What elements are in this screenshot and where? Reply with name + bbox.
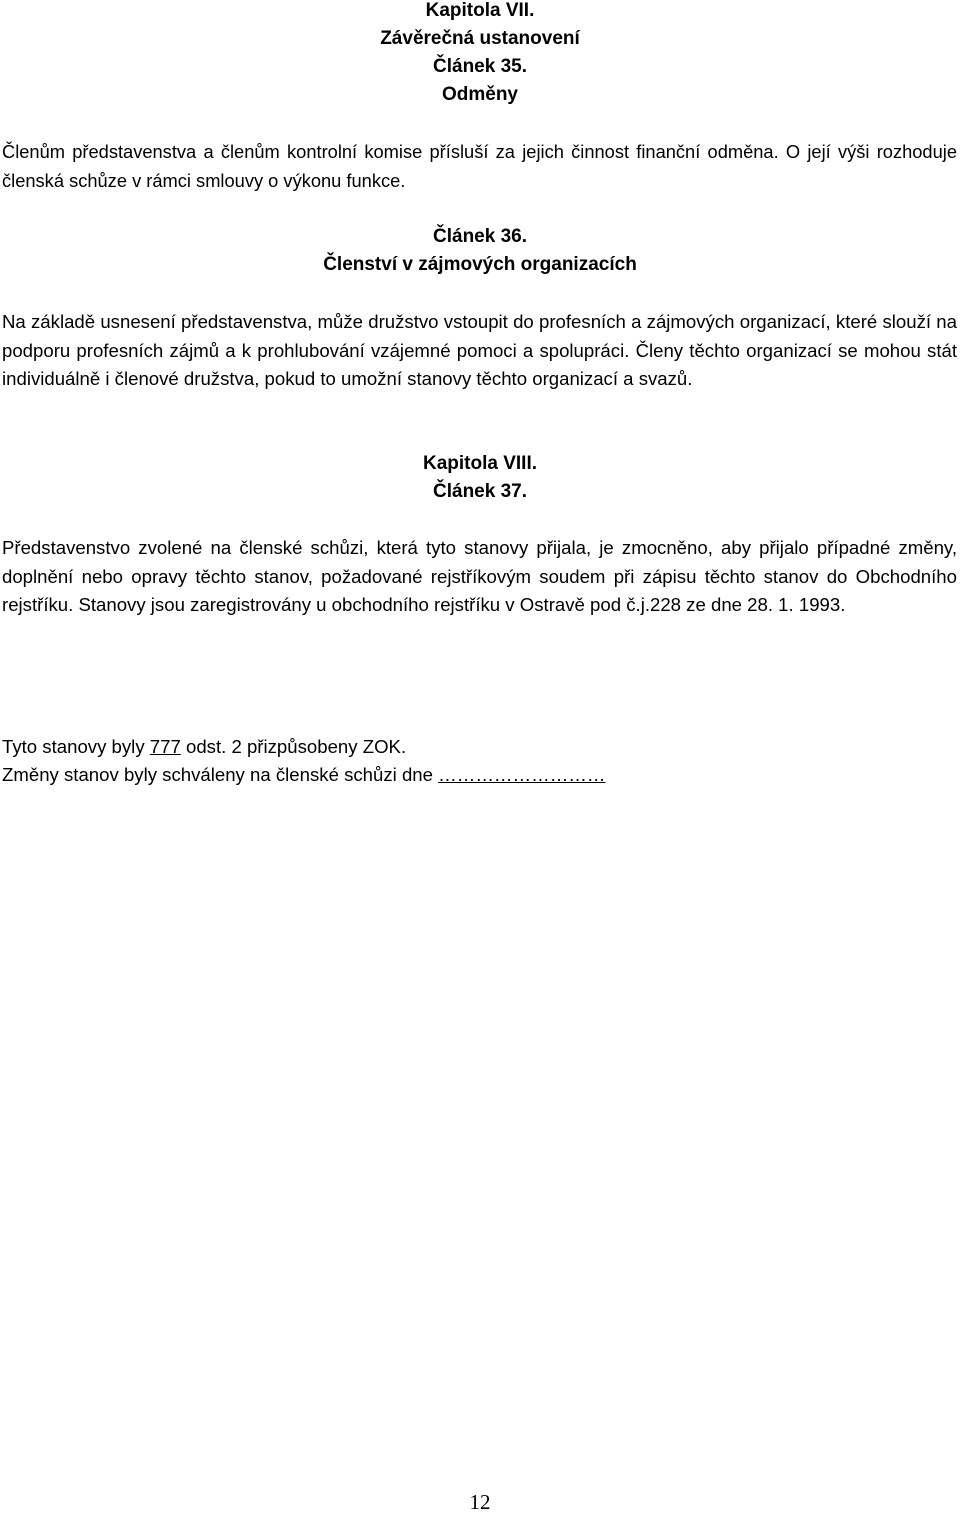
- closing-line-1-suffix: odst. 2 přizpůsobeny ZOK.: [180, 736, 407, 757]
- article-37-text: Představenstvo zvolené na členské schůzi, která tyto stanovy přijala, je zmocněno, aby přijalo případné změny, doplnění nebo opravy těchto stanov, požadované rejstříkovým soudem při zápisu těchto stanov do Obchodního rejstříku. Stanovy jsou zaregistrovány u obchodního rejstříku v Ostravě pod č.j.228 ze dne 28. 1. 1993.: [2, 537, 957, 615]
- article-36-subtitle: Členství v zájmových organizacích: [323, 254, 637, 275]
- article-37-title: Článek 37.: [433, 481, 527, 502]
- article-35-subtitle: Odměny: [441, 84, 519, 105]
- law-reference: 777: [149, 736, 181, 757]
- closing-line-2: [2, 761, 605, 789]
- chapter-7-title: Kapitola VII.: [425, 0, 535, 21]
- article-36-title: Článek 36.: [433, 226, 527, 247]
- closing-line-1-prefix: Tyto stanovy byly: [2, 736, 150, 757]
- closing-line-2-text: Změny stanov byly schváleny na členské schůzi dne: [2, 764, 439, 785]
- date-blank: ………………………: [438, 764, 606, 785]
- article-35-text: Členům představenstva a členům kontrolní komise přísluší za jejich činnost finanční odměna. O její výši rozhoduje členská schůze v rámci smlouvy o výkonu funkce.: [2, 141, 957, 191]
- closing-line-1: [2, 733, 406, 761]
- chapter-8-title: Kapitola VIII.: [422, 453, 538, 474]
- page-number: 12: [469, 1490, 491, 1514]
- chapter-7-subtitle: Závěrečná ustanovení: [380, 28, 580, 49]
- article-35-title: Článek 35.: [433, 56, 527, 77]
- article-36-text: Na základě usnesení představenstva, může družstvo vstoupit do profesních a zájmových organizací, které slouží na podporu profesních zájmů a k prohlubování vzájemné pomoci a spolupráci. Členy těchto organizací se mohou stát individuálně i členové družstva, pokud to umožní stanovy těchto organizací a svazů.: [2, 311, 957, 389]
